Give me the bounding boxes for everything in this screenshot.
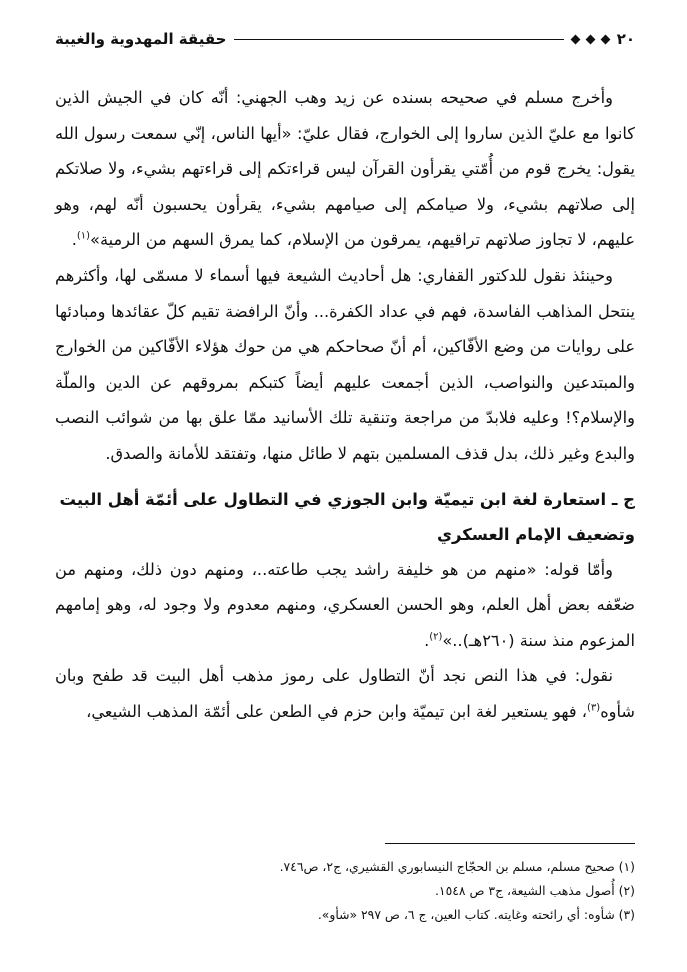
footnote-ref-2: (٢) xyxy=(429,631,443,643)
diamond-ornament xyxy=(572,36,609,43)
footnote-separator xyxy=(385,843,635,844)
section-heading-line2: وتضعيف الإمام العسكري xyxy=(437,524,635,544)
paragraph-1: وأخرج مسلم في صحيحه بسنده عن زيد وهب الجهني: أنّه كان في الجيش الذين كانوا مع عليّ الذين ساروا إلى الخوارج، فقال عليّ: «أيها الناس، إنّي سمعت رسول الله يقول: يخرج قوم من أُمّتي يقرأون القرآن ليس قراءتكم إلى قراءتهم بشيء، ولا صلاتكم إلى صلاتهم بشيء، ولا صيامكم إلى صيامهم بشيء، يقرأون يحسبون أنّه لهم، وهو عليهم، لا تجاوز صلاتهم تراقيهم، يمرقون من الإسلام، كما يمرق السهم من الرمية»$^{(١)}$. xyxy=(55,88,635,250)
footnote-3: (٣) شأوه: أي رائحته وغايته. كتاب العين، ج ٦، ص ٢٩٧ «شأو». xyxy=(317,907,635,922)
paragraph-4: نقول: في هذا النص نجد أنّ التطاول على رموز مذهب أهل البيت قد طفح وبان شأوه$^{(٣)}$، فهو يستعير لغة ابن تيميّة وابن حزم في الطعن على أئمّة المذهب الشيعي، xyxy=(55,666,635,721)
footnote-ref-3: (٣) xyxy=(587,702,601,714)
header-rule xyxy=(234,39,563,40)
footnotes xyxy=(55,855,635,927)
footnote-2: (٢) أُصول مذهب الشيعة، ج٣ ص ١٥٤٨. xyxy=(434,883,635,898)
running-header xyxy=(55,28,635,50)
footnote-1: (١) صحيح مسلم، مسلم بن الحجّاج النيسابوري القشيري، ج٢، ص٧٤٦. xyxy=(279,859,635,874)
paragraph-2: وحينئذ نقول للدكتور القفاري: هل أحاديث الشيعة فيها أسماء لا مسمّى لها، وأكثرهم ينتحل المذاهب الفاسدة، فهم في عداد الكفرة... وأنّ الرافضة تقيم كلّ عقائدها ومبادئها على روايات من وضع الأفّاكين، أم أنّ صحاحكم هي من حوك هؤلاء الأفّاكين من الخوارج والمبتدعين والنواصب، الذين أجمعت عليهم أيضاً كتبكم بمروقهم عن الدين والملّة والإسلام؟! وعليه فلابدّ من مراجعة وتنقية تلك الأسانيد ممّا علق بها من شوائب النصب والبدع وغير ذلك، بدل قذف المسلمين بتهم لا طائل منها، وتفتقد للأمانة والصدق. xyxy=(55,265,635,463)
paragraph-3: وأمّا قوله: «منهم من هو خليفة راشد يجب طاعته..، ومنهم دون ذلك، ومنهم من ضعّفه بعض أهل العلم، وهو الحسن العسكري، ومنهم معدوم ولا وجود له، وهو إمامهم المزعوم منذ سنة (٢٦٠هـ)..»$^{(٢)}$. xyxy=(55,559,635,650)
main-text xyxy=(55,80,635,730)
footnote-ref-1: (١) xyxy=(76,230,91,242)
book-title: حقيقة المهدوية والغيبة xyxy=(55,30,227,48)
section-heading-line1: ج ـ استعارة لغة ابن تيميّة وابن الجوزي في التطاول على أئمّة أهل البيت xyxy=(59,489,635,509)
page-number: ٢٠ xyxy=(616,30,635,48)
